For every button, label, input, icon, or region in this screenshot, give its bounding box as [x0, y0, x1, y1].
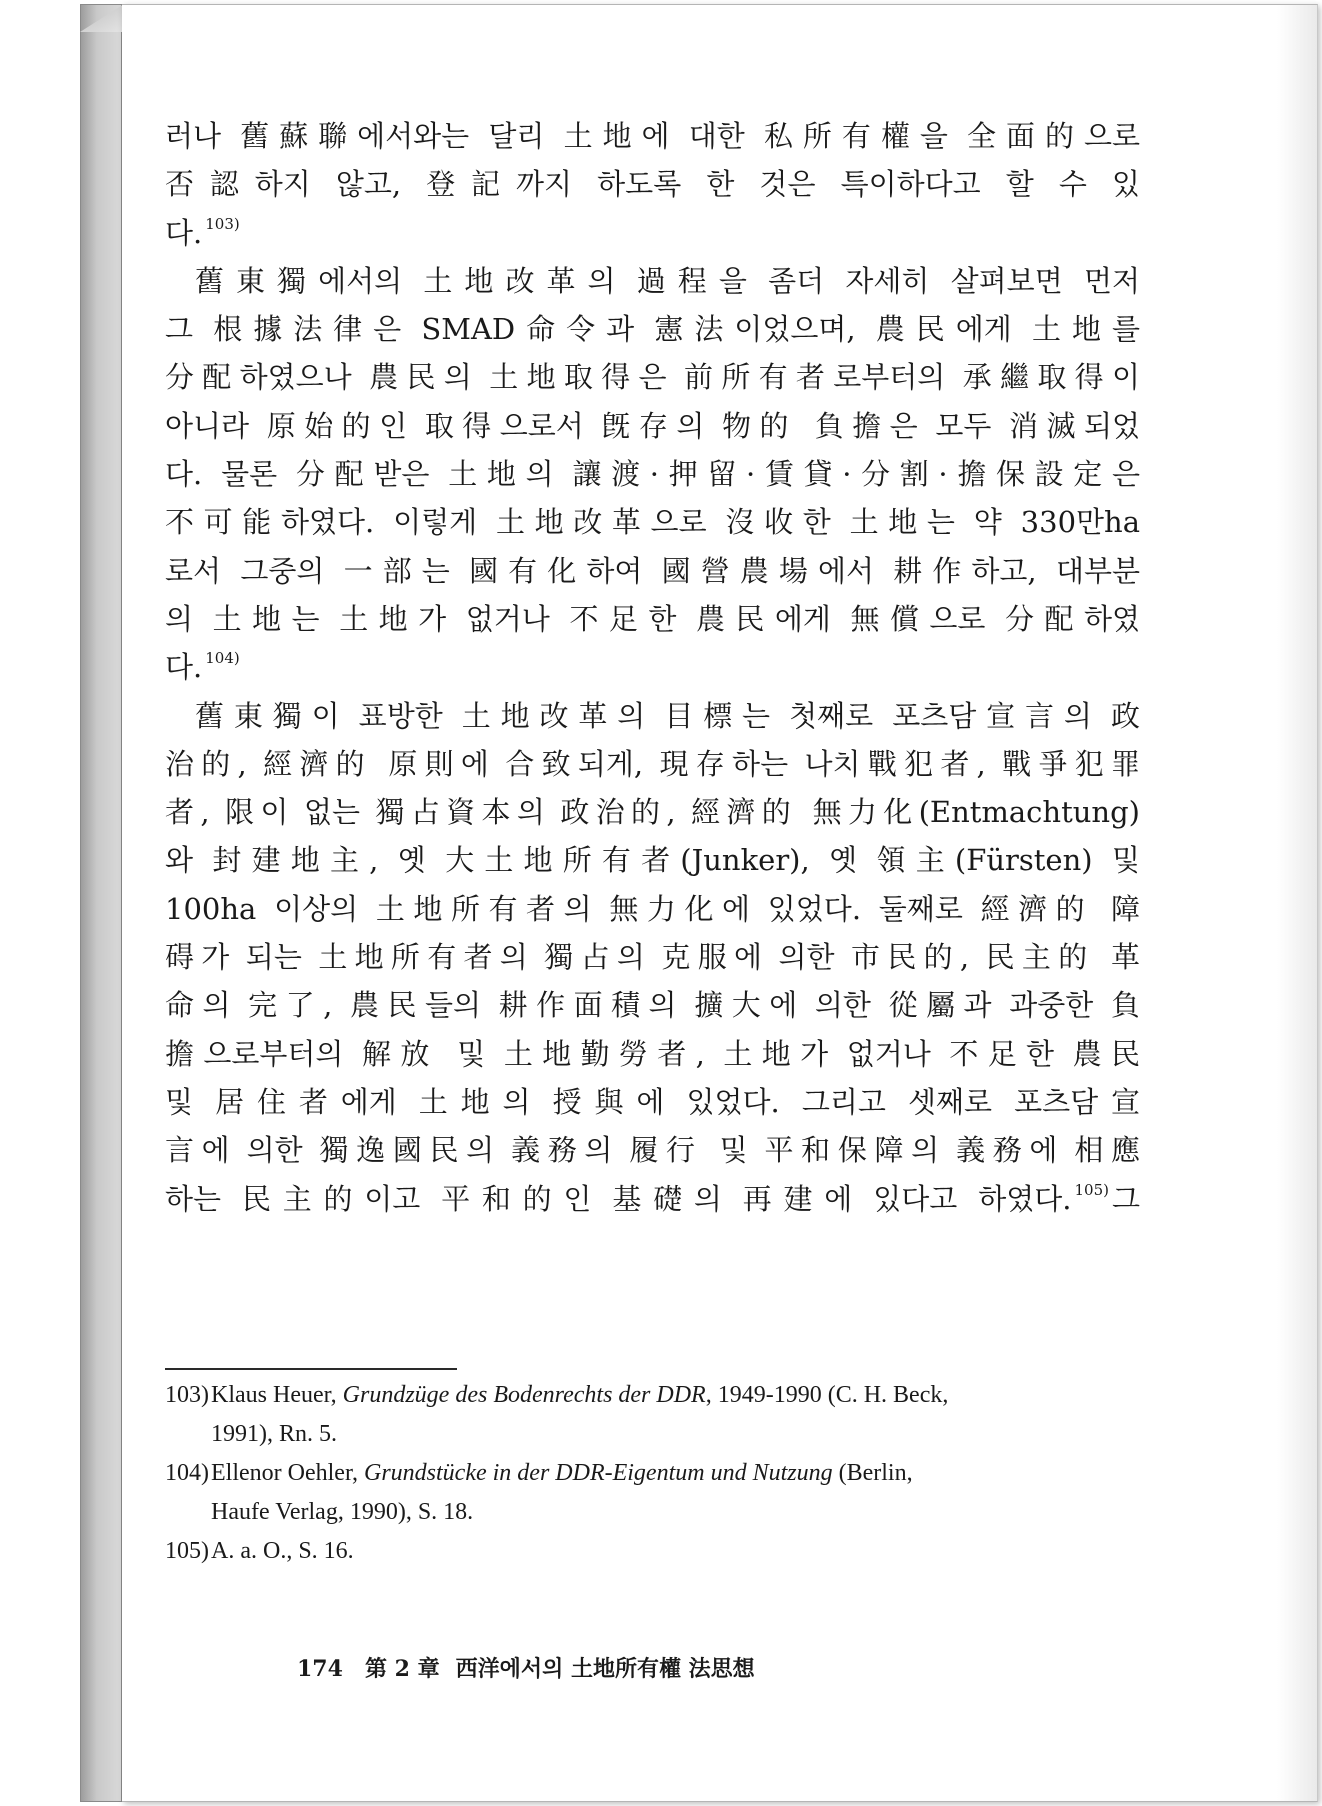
text-line: 그 根據法律은 SMAD命令과 憲法이었으며, 農民에게 土地를	[165, 312, 1140, 347]
chapter-title: 西洋에서의 土地所有權 法思想	[455, 1656, 755, 1682]
text-line: 100ha 이상의 土地所有者의 無力化에 있었다. 둘째로 經濟的 障	[165, 891, 1140, 926]
footnote-104	[165, 1454, 1140, 1493]
text-line: 治的, 經濟的 原則에 合致되게, 現存하는 나치戰犯者, 戰爭犯罪	[165, 746, 1140, 781]
footnote-103-continuation: 1991), Rn. 5.	[211, 1421, 337, 1447]
footnote-number: 104)	[165, 1460, 209, 1486]
page-number: 174	[297, 1656, 343, 1682]
footnote-rest: (Berlin,	[832, 1460, 913, 1486]
text-line: 의 土地는 土地가 없거나 不足한 農民에게 無償으로 分配하였	[165, 601, 1140, 636]
footnote-103	[165, 1376, 1140, 1415]
text-line: 舊東獨에서의 土地改革의 過程을 좀더 자세히 살펴보면 먼저	[195, 263, 1140, 298]
footnotes	[165, 1376, 1140, 1571]
footnote-ref-105[interactable]: 105)	[1074, 1180, 1109, 1199]
text-line: 러나 舊蘇聯에서와는 달리 土地에 대한 私所有權을 全面的으로	[165, 119, 1140, 153]
text-line	[165, 643, 1140, 691]
text-line: 者, 限이 없는 獨占資本의 政治的, 經濟的 無力化(Entmachtung)	[165, 795, 1140, 830]
text-line: 아니라 原始的인 取得으로서 旣存의 物的 負擔은 모두 消滅되었	[165, 408, 1140, 443]
text-line: 와 封建地主, 옛 大土地所有者(Junker), 옛 領主(Fürsten) 및	[165, 843, 1140, 878]
footnote-author: A. a. O., S. 16.	[211, 1538, 354, 1564]
footnote-divider	[165, 1368, 457, 1370]
text-line	[165, 209, 1140, 257]
text-line: 다. 물론 分配받은 土地의 讓渡·押留·賃貸·分割·擔保設定은	[165, 457, 1140, 492]
text-line: 擔으로부터의 解放 및 土地勤勞者, 土地가 없거나 不足한 農民	[165, 1036, 1140, 1071]
footnote-104-continuation: Haufe Verlag, 1990), S. 18.	[211, 1499, 474, 1525]
text-line: 否認하지 않고, 登記까지 하도록 한 것은 특이하다고 할 수 있	[165, 167, 1140, 202]
footnote-title: Grundzüge des Bodenrechts der DDR	[342, 1382, 706, 1408]
text-line: 및 居住者에게 土地의 授與에 있었다. 그리고 셋째로 포츠담宣	[165, 1084, 1140, 1119]
footnote-ref-103[interactable]: 103)	[205, 214, 240, 233]
text-line-content: 하는 民主的이고 平和的인 基礎의 再建에 있다고 하였다.	[165, 1181, 1072, 1216]
text-line: 分配하였으나 農民의 土地取得은 前所有者로부터의 承繼取得이	[165, 360, 1140, 395]
footnote-number: 103)	[165, 1382, 209, 1408]
text-line: 言에 의한 獨逸國民의 義務의 履行 및 平和保障의 義務에 相應	[165, 1133, 1140, 1168]
main-text	[165, 112, 1140, 1223]
footnote-rest: , 1949-1990 (C. H. Beck,	[705, 1382, 949, 1408]
footnote-105	[165, 1532, 1140, 1571]
text-line-content: 다.	[165, 215, 203, 250]
text-line: 命의 完了, 農民들의 耕作面積의 擴大에 의한 從屬과 과중한 負	[165, 988, 1140, 1023]
text-line-content: 다.	[165, 650, 203, 685]
footnote-author: Klaus Heuer,	[211, 1382, 337, 1408]
text-line: 로서 그중의 一部는 國有化하여 國營農場에서 耕作하고, 대부분	[165, 553, 1140, 588]
footnote-author: Ellenor Oehler,	[211, 1460, 358, 1486]
text-line: 舊東獨이 표방한 土地改革의 目標는 첫째로 포츠담宣言의 政	[195, 698, 1140, 733]
footnote-ref-104[interactable]: 104)	[205, 649, 240, 668]
page-footer	[297, 1652, 755, 1683]
text-line: 碍가 되는 土地所有者의 獨占의 克服에 의한 市民的, 民主的 革	[165, 940, 1140, 975]
chapter-label: 第 2 章	[364, 1656, 440, 1682]
text-line-tail: 그	[1111, 1181, 1140, 1216]
page-edge-shadow	[1277, 5, 1317, 1801]
text-line: 不可能하였다. 이렇게 土地改革으로 沒收한 土地는 약 330만ha	[165, 505, 1140, 540]
book-spine	[80, 4, 122, 1802]
footnote-number: 105)	[165, 1538, 209, 1564]
text-line	[165, 1175, 1140, 1223]
footnote-title: Grundstücke in der DDR-Eigentum und Nutzung	[363, 1460, 833, 1486]
